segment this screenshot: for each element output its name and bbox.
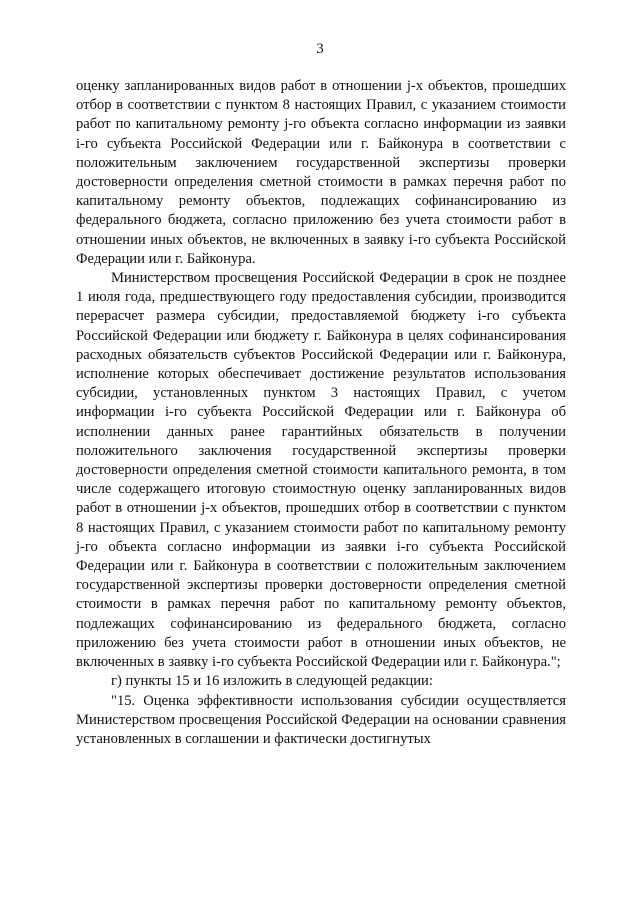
page-number: 3 — [316, 41, 324, 57]
document-body — [76, 77, 566, 749]
paragraph-continuation: оценку запланированных видов работ в отношении j-х объектов, прошедших отбор в соответствии с пунктом 8 настоящих Правил, с указанием стоимости работ по капитальному ремонту j-го объекта согласно информации из заявки i-го субъекта Российской Федерации или г. Байконура в соответствии с положительным заключением государственной экспертизы проверки достоверности определения сметной стоимости в рамках перечня работ по капитальному ремонту объектов, подлежащих софинансированию из федерального бюджета, согласно приложению без учета стоимости работ в отношении иных объектов, не включенных в заявку i-го субъекта Российской Федерации или г. Байконура. — [76, 78, 566, 267]
paragraph-amendment-g: г) пункты 15 и 16 изложить в следующей редакции: — [111, 673, 433, 690]
paragraph-clause-15: "15. Оценка эффективности использования субсидии осуществляется Министерством просвещения Российской Федерации на основании сравнения установленных в соглашении и фактически достигнутых — [76, 692, 566, 747]
paragraph-recalculation: Министерством просвещения Российской Федерации в срок не позднее 1 июля года, предшествующего году предоставления субсидии, производится перерасчет размера субсидии, предоставляемой бюджету i-го субъекта Российской Федерации или бюджету г. Байконура в целях софинансирования расходных обязательств субъектов Российской Федерации или г. Байконура, исполнение которых обеспечивает достижение результатов использования субсидии, установленных пунктом 3 настоящих Правил, с учетом информации i-го субъекта Российской Федерации или г. Байконура об исполнении данных ранее гарантийных обязательств в получении положительного заключения государственной экспертизы проверки достоверности определения сметной стоимости капитального ремонта, в том числе содержащего итоговую стоимостную оценку запланированных видов работ в отношении j-х объектов, прошедших отбор в соответствии с пунктом 8 настоящих Правил, с указанием стоимости работ по капитальному ремонту j-го объекта согласно информации из заявки i-го субъекта Российской Федерации или г. Байконура в соответствии с положительным заключением государственной экспертизы проверки достоверности определения сметной стоимости в рамках перечня работ по капитальному ремонту объектов, подлежащих софинансированию из федерального бюджета, согласно приложению без учета стоимости работ в отношении иных объектов, не включенных в заявку i-го субъекта Российской Федерации или г. Байконура."; — [76, 270, 566, 671]
